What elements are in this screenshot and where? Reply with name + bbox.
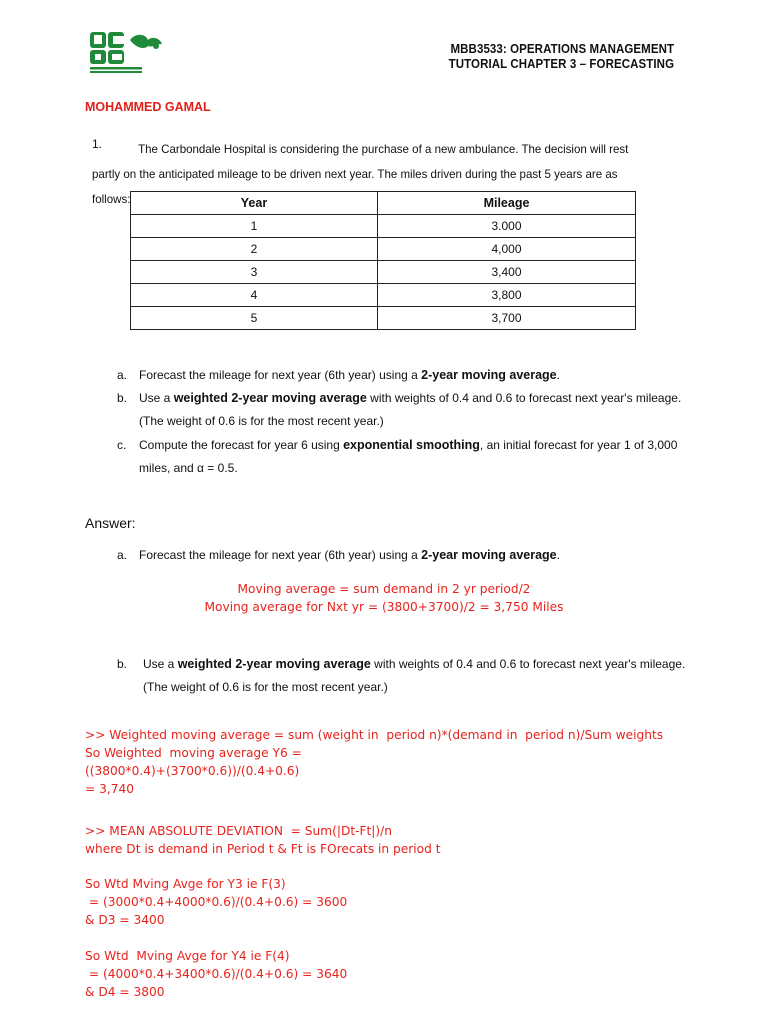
course-title: MBB3533: OPERATIONS MANAGEMENT (450, 42, 674, 56)
year3-calculation (85, 875, 725, 929)
question-number: 1. (92, 137, 103, 151)
table-cell-mileage: 3,700 (378, 307, 636, 330)
part-text (139, 364, 687, 387)
moving-average-formula: Moving average = sum demand in 2 yr period/2 (237, 582, 531, 596)
table-header-mileage: Mileage (378, 192, 636, 215)
mileage-table (130, 191, 636, 330)
table-header-year: Year (131, 192, 378, 215)
weighted-ma-solution (85, 726, 725, 798)
part-text-post: . (556, 368, 560, 382)
part-label: a. (117, 368, 128, 382)
solution-line: where Dt is demand in Period t & Ft is FOrecats in period t (85, 842, 441, 856)
part-text (139, 544, 687, 567)
table-row (131, 284, 636, 307)
part-text (139, 434, 687, 480)
year4-calculation (85, 947, 725, 1001)
solution-line: ((3800*0.4)+(3700*0.6))/(0.4+0.6) (85, 764, 300, 778)
part-label: c. (117, 438, 127, 452)
table-cell-year: 2 (131, 238, 378, 261)
table-cell-mileage: 3,800 (378, 284, 636, 307)
part-text-bold: 2-year moving average (421, 368, 557, 382)
university-logo (90, 30, 168, 76)
table-row (131, 261, 636, 284)
question-part-a (117, 364, 687, 387)
table-cell-year: 1 (131, 215, 378, 238)
table-cell-mileage: 3.000 (378, 215, 636, 238)
mad-definition (85, 822, 725, 858)
part-text-pre: Forecast the mileage for next year (6th year) using a (139, 368, 422, 382)
part-text-pre: Use a (143, 657, 178, 671)
table-row (131, 215, 636, 238)
table-cell-year: 3 (131, 261, 378, 284)
course-header (448, 42, 674, 72)
logo-graphic (90, 30, 168, 76)
question-part-b (117, 387, 687, 433)
question-text: The Carbondale Hospital is considering the purchase of a new ambulance. The decision will rest partly on the anticipated mileage to be driven next year. The miles driven during the past 5 years are as follows: (92, 142, 629, 206)
solution-line: >> MEAN ABSOLUTE DEVIATION = Sum(|Dt-Ft|)/n (85, 824, 393, 838)
part-label: b. (117, 657, 128, 671)
table-row (131, 307, 636, 330)
part-text-pre: Compute the forecast for year 6 using (139, 438, 344, 452)
part-text-bold: weighted 2-year moving average (173, 391, 367, 405)
solution-line: >> Weighted moving average = sum (weight in period n)*(demand in period n)/Sum weights (85, 728, 664, 742)
part-text-post: . (556, 548, 560, 562)
part-text (139, 653, 687, 699)
table-cell-year: 4 (131, 284, 378, 307)
answer-part-a (117, 544, 687, 567)
solution-line: & D4 = 3800 (85, 985, 165, 999)
answer-part-b (117, 653, 687, 699)
tutorial-title: TUTORIAL CHAPTER 3 – FORECASTING (448, 57, 674, 71)
solution-line: So Weighted moving average Y6 = (85, 746, 302, 760)
author-name: MOHAMMED GAMAL (85, 100, 211, 114)
solution-line: So Wtd Mving Avge for Y3 ie F(3) (85, 877, 286, 891)
part-text-bold: exponential smoothing (343, 438, 480, 452)
part-label: b. (117, 391, 128, 405)
question-part-c (117, 434, 687, 480)
table-cell-mileage: 3,400 (378, 261, 636, 284)
solution-line: = (4000*0.4+3400*0.6)/(0.4+0.6) = 3640 (85, 967, 348, 981)
part-text-bold: 2-year moving average (421, 548, 557, 562)
table-header-row (131, 192, 636, 215)
part-text (139, 387, 687, 433)
part-text-pre: Forecast the mileage for next year (6th year) using a (139, 548, 422, 562)
table-row (131, 238, 636, 261)
solution-line: So Wtd Mving Avge for Y4 ie F(4) (85, 949, 290, 963)
table-cell-mileage: 4,000 (378, 238, 636, 261)
part-text-post: with weights of 0.4 and 0.6 to forecast next year's mileage.(The weight of 0.6 is for the most recent year.) (143, 657, 686, 694)
part-text-post: , an initial forecast for year 1 of 3,000 miles, and α = 0.5. (139, 438, 678, 475)
part-text-bold: weighted 2-year moving average (177, 657, 371, 671)
table-cell-year: 5 (131, 307, 378, 330)
solution-line: = (3000*0.4+4000*0.6)/(0.4+0.6) = 3600 (85, 895, 348, 909)
answer-heading: Answer: (85, 515, 136, 531)
solution-line: & D3 = 3400 (85, 913, 165, 927)
moving-average-result: Moving average for Nxt yr = (3800+3700)/2 = 3,750 Miles (204, 600, 564, 614)
part-text-pre: Use a (139, 391, 174, 405)
part-label: a. (117, 548, 128, 562)
solution-line: = 3,740 (85, 782, 134, 796)
part-text-post: with weights of 0.4 and 0.6 to forecast next year's mileage. (The weight of 0.6 is for the most recent year.) (139, 391, 682, 428)
